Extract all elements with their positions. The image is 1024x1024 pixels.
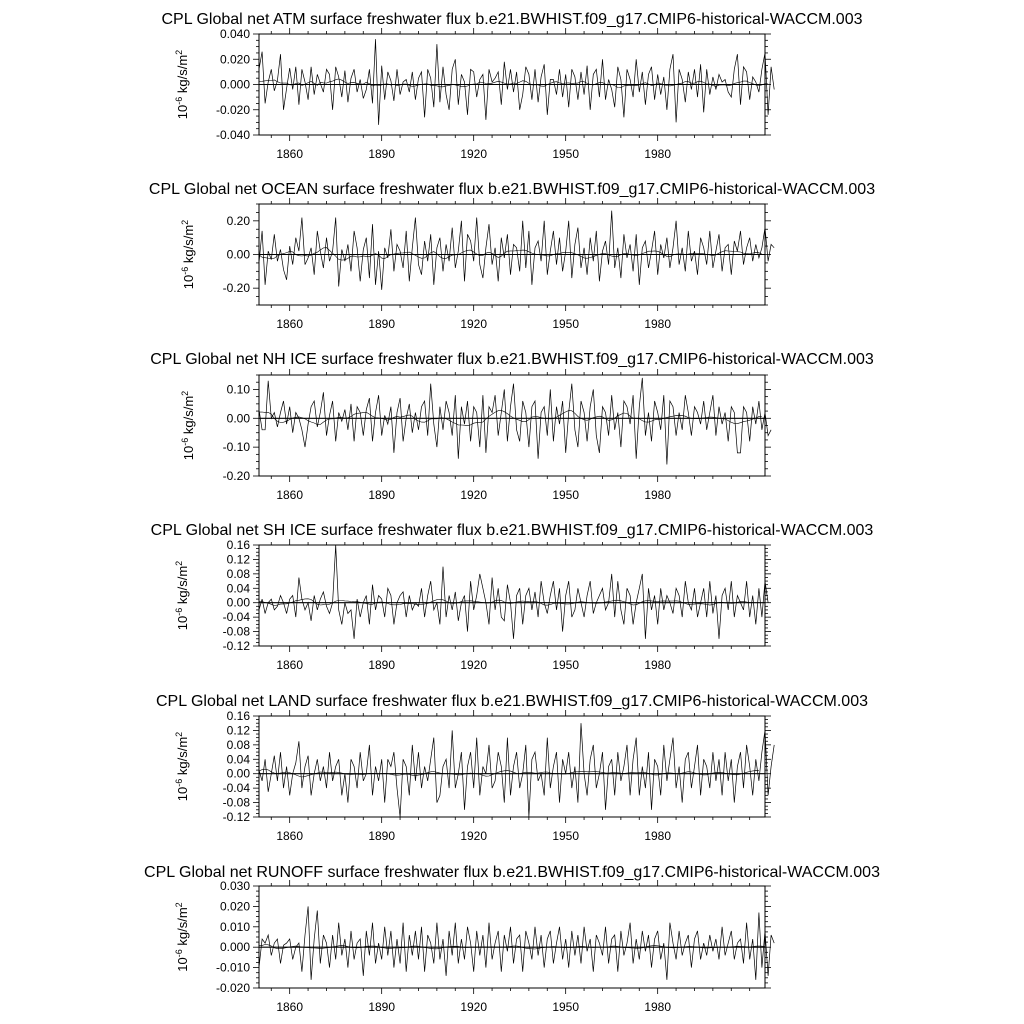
x-tick-label: 1980	[644, 658, 672, 672]
chart-title: CPL Global net ATM surface freshwater flux b.e21.BWHIST.f09_g17.CMIP6-historical-WACCM.003	[161, 11, 863, 28]
y-tick-label: 0.040	[219, 27, 250, 41]
chart-title: CPL Global net SH ICE surface freshwater flux b.e21.BWHIST.f09_g17.CMIP6-historical-WACCM.003	[150, 522, 874, 539]
y-tick-label: -0.10	[222, 440, 250, 455]
x-tick-label: 1890	[368, 1000, 396, 1014]
y-tick-label: 0.12	[226, 552, 250, 567]
y-tick-label: 0.12	[226, 723, 250, 738]
chart-title: CPL Global net RUNOFF surface freshwater flux b.e21.BWHIST.f09_g17.CMIP6-historical-WACCM.003	[144, 864, 880, 881]
y-tick-label: 0.00	[226, 595, 250, 610]
y-tick-label: -0.04	[222, 781, 250, 796]
y-axis-label	[174, 50, 190, 119]
y-axis-label-superscript: -6	[174, 607, 184, 616]
x-tick-label: 1860	[276, 1000, 304, 1014]
y-axis-label-superscript: 2	[180, 219, 190, 225]
y-axis-label-superscript: 2	[174, 902, 184, 908]
y-axis-label-text: 10	[175, 786, 190, 802]
y-tick-label: -0.12	[222, 810, 250, 824]
y-tick-label: -0.020	[215, 102, 250, 117]
x-tick-label: 1920	[460, 317, 488, 331]
x-tick-label: 1890	[368, 317, 396, 331]
y-axis-label	[174, 561, 190, 630]
y-tick-label: 0.00	[226, 247, 250, 262]
y-axis-label	[180, 391, 196, 460]
x-tick-label: 1920	[460, 1000, 488, 1014]
y-axis-label-superscript: 2	[174, 49, 184, 55]
y-axis-label-superscript: 2	[174, 560, 184, 566]
y-tick-label: 0.16	[226, 709, 250, 723]
y-tick-label: -0.08	[222, 624, 250, 639]
y-axis-label-text: kg/s/m	[181, 224, 196, 267]
chart-title: CPL Global net NH ICE surface freshwater flux b.e21.BWHIST.f09_g17.CMIP6-historical-WACCM.003	[150, 351, 874, 368]
y-tick-label: 0.020	[219, 899, 250, 914]
y-axis-label	[174, 732, 190, 801]
y-tick-label: 0.16	[226, 538, 250, 552]
y-axis-label-text: kg/s/m	[175, 54, 190, 97]
y-axis-label-text: kg/s/m	[181, 395, 196, 438]
chart-title: CPL Global net LAND surface freshwater flux b.e21.BWHIST.f09_g17.CMIP6-historical-WACCM.003	[156, 693, 868, 710]
x-tick-label: 1980	[644, 1000, 672, 1014]
y-axis-label-superscript: -6	[174, 96, 184, 105]
y-tick-label: -0.010	[215, 960, 250, 975]
x-tick-label: 1920	[460, 829, 488, 843]
y-tick-label: 0.08	[226, 737, 250, 752]
y-tick-label: 0.030	[219, 879, 250, 893]
y-tick-label: -0.040	[215, 128, 250, 142]
y-axis-label-text: kg/s/m	[175, 736, 190, 779]
y-tick-label: 0.04	[226, 581, 250, 596]
y-axis-label-text: kg/s/m	[175, 565, 190, 608]
x-tick-label: 1920	[460, 488, 488, 502]
x-tick-label: 1920	[460, 658, 488, 672]
y-tick-label: 0.020	[219, 52, 250, 67]
x-tick-label: 1860	[276, 317, 304, 331]
x-tick-label: 1950	[552, 1000, 580, 1014]
y-axis-label-superscript: 2	[174, 731, 184, 737]
y-tick-label: 0.000	[219, 77, 250, 92]
y-tick-label: -0.20	[222, 281, 250, 296]
y-tick-label: 0.00	[226, 411, 250, 426]
y-axis-label-superscript: -6	[180, 266, 190, 275]
x-tick-label: 1980	[644, 317, 672, 331]
y-axis-label-text: 10	[175, 104, 190, 120]
x-tick-label: 1980	[644, 488, 672, 502]
y-tick-label: 0.000	[219, 940, 250, 955]
y-tick-label: -0.20	[222, 469, 250, 483]
y-axis-label-text: 10	[181, 445, 196, 461]
y-axis-label-text: kg/s/m	[175, 907, 190, 950]
y-axis-label	[174, 902, 190, 971]
x-tick-label: 1950	[552, 488, 580, 502]
y-axis-label-superscript: 2	[180, 390, 190, 396]
x-tick-label: 1890	[368, 829, 396, 843]
x-tick-label: 1950	[552, 829, 580, 843]
y-tick-label: 0.010	[219, 919, 250, 934]
x-tick-label: 1890	[368, 658, 396, 672]
y-tick-label: 0.10	[226, 382, 250, 397]
x-tick-label: 1950	[552, 658, 580, 672]
x-tick-label: 1860	[276, 658, 304, 672]
y-axis-label	[180, 220, 196, 289]
x-tick-label: 1860	[276, 488, 304, 502]
chart-title: CPL Global net OCEAN surface freshwater flux b.e21.BWHIST.f09_g17.CMIP6-historical-WACCM.003	[148, 181, 876, 198]
x-tick-label: 1890	[368, 147, 396, 161]
y-axis-label-text: 10	[181, 274, 196, 290]
x-tick-label: 1980	[644, 147, 672, 161]
x-tick-label: 1920	[460, 147, 488, 161]
x-tick-label: 1950	[552, 147, 580, 161]
x-tick-label: 1950	[552, 317, 580, 331]
y-tick-label: 0.04	[226, 752, 250, 767]
y-tick-label: -0.08	[222, 795, 250, 810]
x-tick-label: 1860	[276, 829, 304, 843]
y-tick-label: -0.04	[222, 610, 250, 625]
y-axis-label-superscript: -6	[180, 437, 190, 446]
y-tick-label: -0.020	[215, 981, 250, 995]
y-axis-label-text: 10	[175, 957, 190, 972]
y-axis-label-text: 10	[175, 615, 190, 631]
x-tick-label: 1890	[368, 488, 396, 502]
y-axis-label-superscript: -6	[174, 778, 184, 787]
y-axis-label-superscript: -6	[174, 949, 184, 958]
x-tick-label: 1860	[276, 147, 304, 161]
y-tick-label: 0.00	[226, 766, 250, 781]
y-tick-label: 0.08	[226, 566, 250, 581]
y-tick-label: 0.20	[226, 213, 250, 228]
x-tick-label: 1980	[644, 829, 672, 843]
y-tick-label: -0.12	[222, 639, 250, 653]
